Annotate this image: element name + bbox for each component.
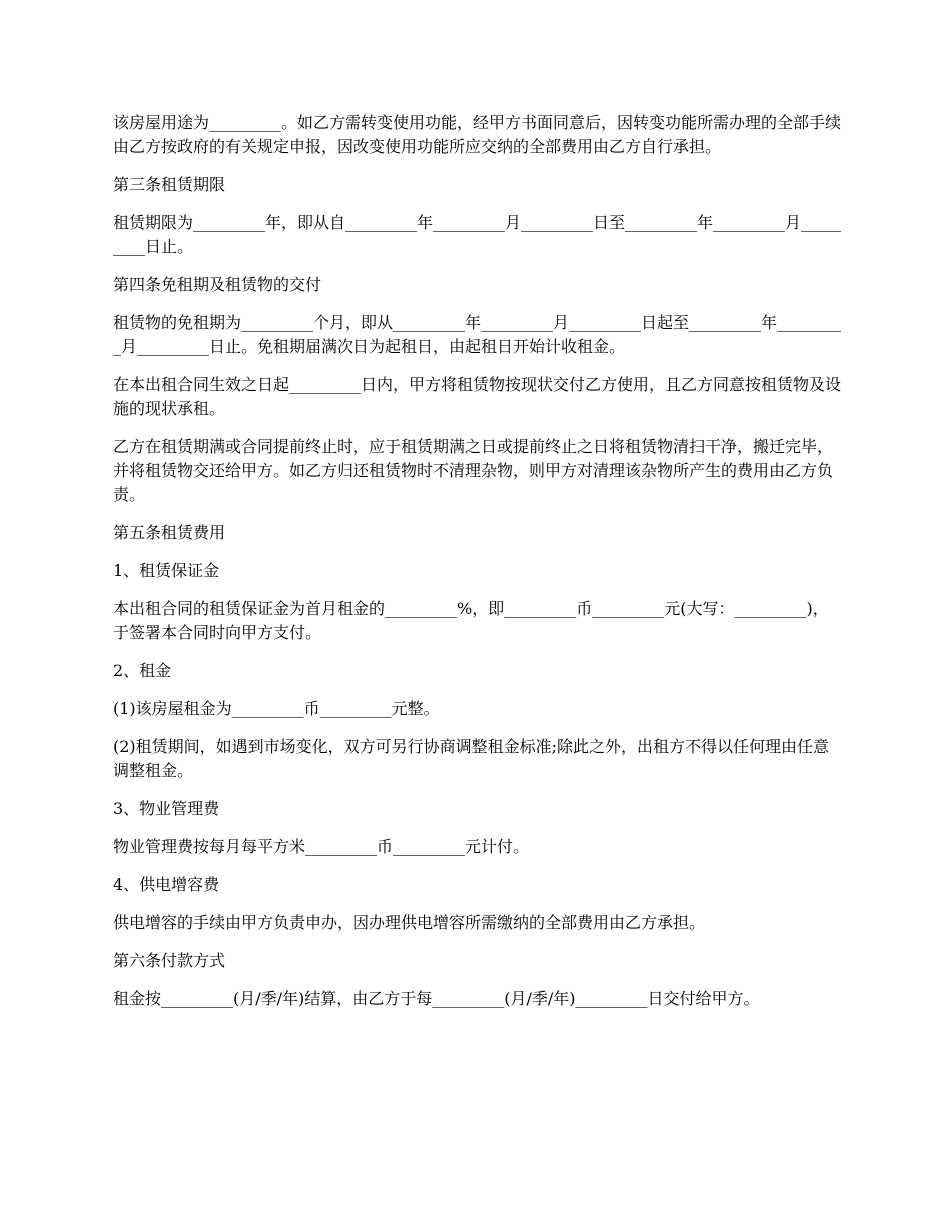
- paragraph-return: 乙方在租赁期满或合同提前终止时，应于租赁期满之日或提前终止之日将租赁物清扫干净，搬迁完毕，并将租赁物交还给甲方。如乙方归还租赁物时不清理杂物，则甲方对清理该杂物所产生的费用由乙方负责。: [113, 437, 834, 504]
- paragraph-property-fee: 物业管理费按每月每平方米_________币_________元计付。: [113, 837, 530, 856]
- heading-property-fee: 3、物业管理费: [113, 799, 220, 818]
- paragraph-rent-amount: (1)该房屋租金为_________币_________元整。: [113, 699, 440, 718]
- heading-article-4: 第四条免租期及租赁物的交付: [113, 275, 322, 294]
- paragraph-power-capacity: 供电增容的手续由甲方负责申办，因办理供电增容所需缴纳的全部费用由乙方承担。: [113, 913, 706, 932]
- paragraph-lease-term: 租赁期限为_________年，即从自_________年_________月_________日至_________年_________月_________日止。: [113, 213, 842, 256]
- document-page: [113, 111, 843, 1025]
- paragraph-usage: 该房屋用途为_________。如乙方需转变使用功能，经甲方书面同意后，因转变功能所需办理的全部手续由乙方按政府的有关规定申报，因改变使用功能所应交纳的全部费用由乙方自行承担。: [113, 113, 842, 156]
- heading-article-5: 第五条租赁费用: [113, 523, 226, 542]
- paragraph-rent-free-period: 租赁物的免租期为_________个月，即从_________年_________月_________日起至_________年_________月_________日止。免租期届满次日为起租日，由起租日开始计收租金。: [113, 313, 842, 356]
- heading-deposit: 1、租赁保证金: [113, 561, 220, 580]
- heading-power-capacity: 4、供电增容费: [113, 875, 220, 894]
- heading-rent: 2、租金: [113, 661, 172, 680]
- paragraph-payment: 租金按_________(月/季/年)结算，由乙方于每_________(月/季/年)_________日交付给甲方。: [113, 989, 760, 1008]
- paragraph-deposit: 本出租合同的租赁保证金为首月租金的_________%，即_________币_________元(大写：_________)，于签署本合同时向甲方支付。: [113, 599, 829, 642]
- paragraph-rent-adjustment: (2)租赁期间，如遇到市场变化，双方可另行协商调整租金标准;除此之外，出租方不得以任何理由任意调整租金。: [113, 737, 830, 780]
- heading-article-3: 第三条租赁期限: [113, 175, 226, 194]
- paragraph-delivery: 在本出租合同生效之日起_________日内，甲方将租赁物按现状交付乙方使用，且乙方同意按租赁物及设施的现状承租。: [113, 375, 842, 418]
- heading-article-6: 第六条付款方式: [113, 951, 226, 970]
